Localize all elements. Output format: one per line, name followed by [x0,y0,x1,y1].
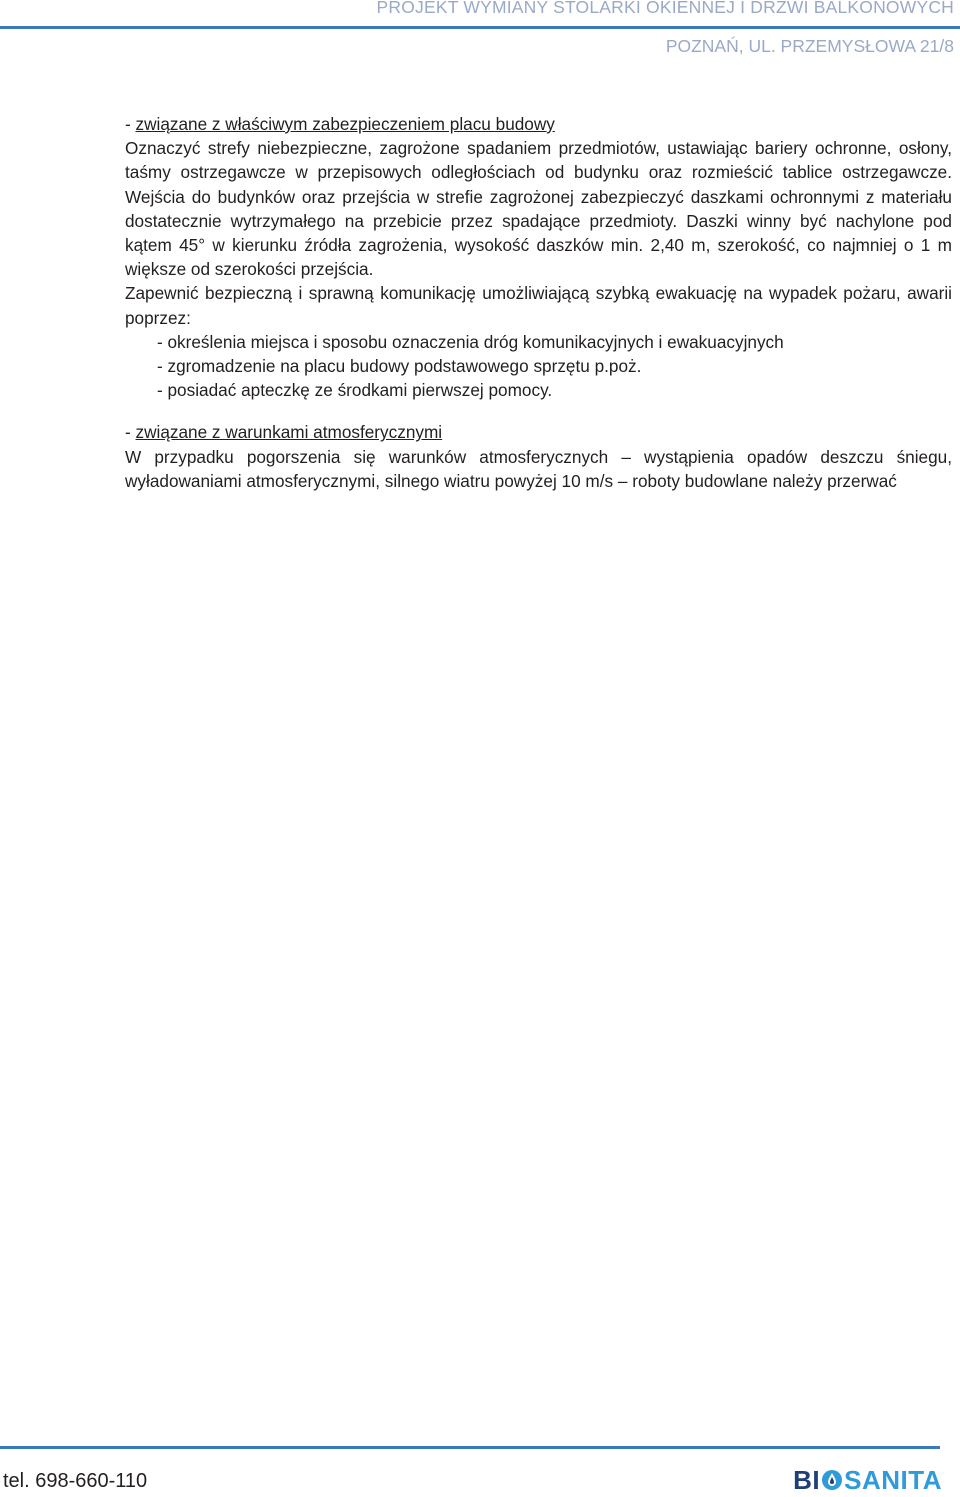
header-divider [0,26,960,29]
paragraph: Zapewnić bezpieczną i sprawną komunikację umożliwiającą szybką ewakuację na wypadek pożaru, awarii poprzez: [125,283,952,328]
header-address: POZNAŃ, UL. PRZEMYSŁOWA 21/8 [665,36,954,56]
paragraph: Oznaczyć strefy niebezpieczne, zagrożone spadaniem przedmiotów, ustawiając bariery ochronne, osłony, taśmy ostrzegawcze w przepisowych odległościach od budynku oraz rozmieścić tablice ostrzegawcze. Wejścia do budynków oraz przejścia w strefie zagrożonej zabezpieczyć daszkami ochronnymi z materiału dostatecznie wytrzymałego na przebicie przez spadające przedmioty. Daszki winny być nachylone pod kątem 45° w kierunku źródła zagrożenia, wysokość daszków min. 2,40 m, szerokość, co najmniej o 1 m większe od szerokości przejścia. [125,138,952,280]
footer-divider [0,1446,940,1449]
section-heading [125,112,952,136]
logo-text-right: SANITA [844,1465,942,1495]
logo-droplet-icon [821,1469,843,1491]
list-item: - określenia miejsca i sposobu oznaczenia dróg komunikacyjnych i ewakuacyjnych [157,331,784,352]
footer-phone: tel. 698-660-110 [3,1470,148,1492]
section-spacer [125,402,952,420]
heading-dash: - [125,422,136,443]
biosanita-logo [793,1466,942,1494]
logo-text-left: BI [793,1465,821,1495]
paragraph: W przypadku pogorszenia się warunków atmosferycznych – wystąpienia opadów deszczu śniegu, wyładowaniami atmosferycznymi, silnego wiatru powyżej 10 m/s – roboty budowlane należy przerwać [125,446,952,491]
heading-dash: - [125,114,136,134]
section-heading-text: związane z warunkami atmosferycznymi [135,422,443,443]
list-item: - posiadać apteczkę ze środkami pierwszej pomocy. [157,380,553,401]
list-item: - zgromadzenie na placu budowy podstawowego sprzętu p.poż. [157,356,642,377]
document-body [125,112,952,493]
header-title: PROJEKT WYMIANY STOLARKI OKIENNEJ I DRZWI BALKONOWYCH [376,0,954,17]
section-heading [125,420,952,444]
section-heading-text: związane z właściwym zabezpieczeniem placu budowy [135,114,555,134]
